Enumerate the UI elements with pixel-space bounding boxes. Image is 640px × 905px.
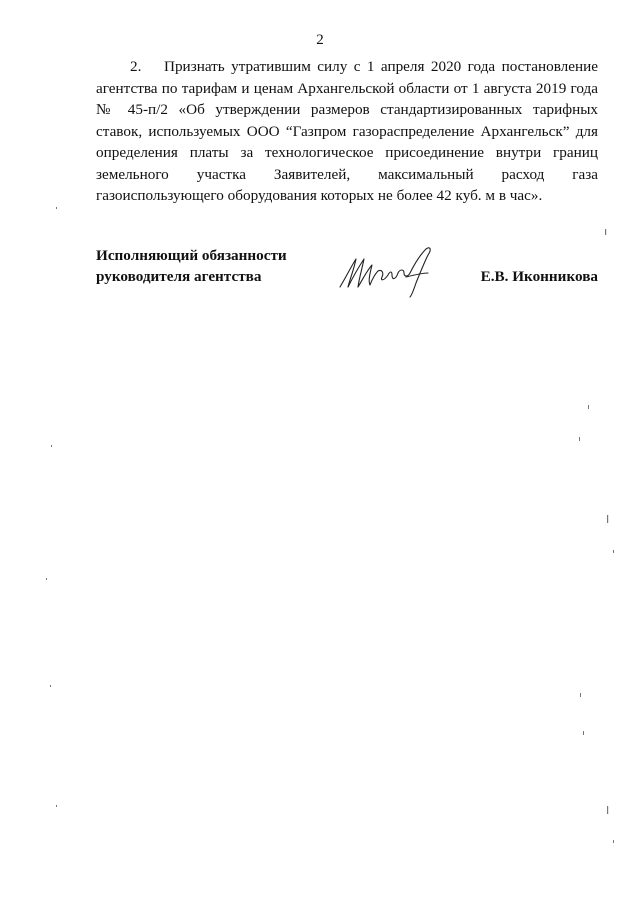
page-number: 2 <box>316 32 324 48</box>
signature-block <box>96 245 598 315</box>
clause-number: 2. <box>130 58 142 75</box>
signer-position-line-2: руководителя агентства <box>96 268 262 285</box>
handwritten-signature <box>334 243 444 299</box>
signer-position-line-1: Исполняющий обязанности <box>96 247 287 264</box>
signer-name: Е.В. Иконникова <box>480 268 598 285</box>
clause-paragraph <box>96 56 598 207</box>
clause-text: Признать утратившим силу с 1 апреля 2020 года постановление агентства по тарифам и ценам Архангельской области от 1 августа 2019 года № 45-п/2 «Об утверждении размеров стандартизированных тарифных ставок, используемых ООО “Газпром газораспределение Архангельск” для определения платы за технологическое присоединение внутри границ земельного участка Заявителей, максимальный расход газа газоиспользующего оборудования которых не более 42 куб. м в час». <box>96 58 598 204</box>
signer-position <box>96 245 287 287</box>
